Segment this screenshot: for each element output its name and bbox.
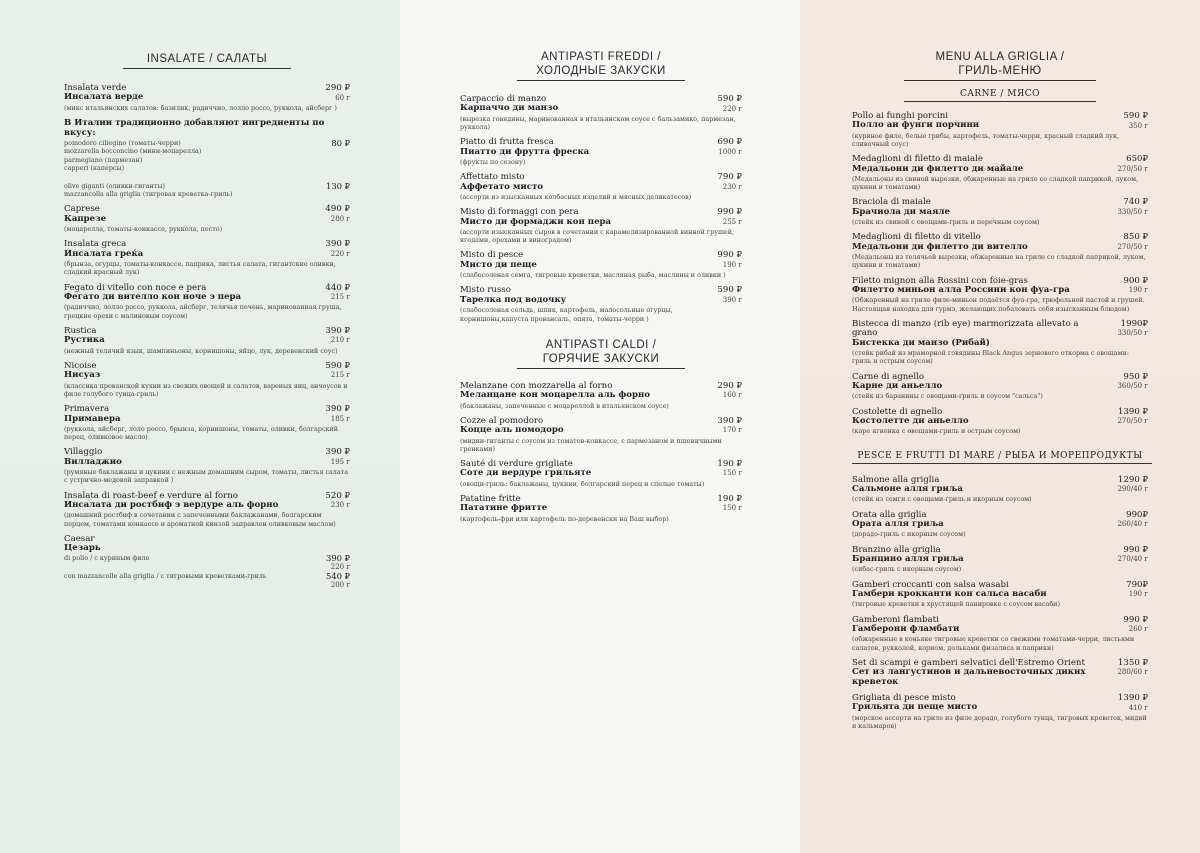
item-price: 990₽ — [1126, 509, 1148, 520]
item-price: 1990₽ — [1120, 318, 1148, 329]
item-price: 900 ₽ — [1123, 275, 1148, 286]
item-description: (стейк рибай из мраморной говядины Black Angus зернового откорма с овощами-гриль и острым соусом) — [852, 349, 1129, 366]
item-weight: 1000 г — [718, 147, 742, 156]
item-name-it: Misto di formaggi con pera — [460, 207, 579, 218]
item-description: (овощи-гриль: баклажаны, цукини, болгарский перец и спелые томаты) — [460, 479, 705, 488]
option-price: 540 ₽ — [326, 570, 350, 581]
item-description: (классика прованской кухни из свежих овощей и салатов, вареных яиц, анчоусов и филе голубого тунца-гриль) — [64, 381, 348, 398]
item-name-ru: Тарелка под водочку — [460, 294, 567, 305]
item-name-ru: Нисуаз — [64, 370, 101, 381]
item-description: (стейк из свиной с овощами-гриль и перечным соусом) — [852, 218, 1040, 227]
item-name-ru: Полло аи фунги порчини — [852, 120, 980, 131]
item-description: (стейк из баранины с овощами-гриль и соусом "сальса") — [852, 392, 1043, 401]
item-description: (фрукты по сезону) — [460, 158, 526, 167]
grill-title-1: MENU ALLA GRIGLIA / — [935, 51, 1065, 63]
item-name-it: Branzino alla griglia — [852, 544, 941, 555]
item-weight: 330/50 г — [1117, 207, 1148, 216]
grill-title-2: ГРИЛЬ-МЕНЮ — [958, 65, 1042, 77]
item-description: (стейк из семги с овощами-гриль и икорным соусом) — [852, 495, 1032, 504]
item-name-ru: Брачиола ди маяле — [852, 206, 950, 217]
item-name-ru: Филетто миньон алла Россини кон фуа-гра — [852, 285, 1070, 296]
item-name-ru: Соте ди вердуре грильяте — [460, 468, 592, 479]
item-weight: 280 г — [330, 214, 350, 223]
item-weight: 230 г — [722, 182, 742, 191]
antipasti-freddi-title-2: ХОЛОДНЫЕ ЗАКУСКИ — [536, 65, 666, 77]
item-name-ru: Инсалата ди ростбиф э вердуре аль форно — [64, 499, 279, 510]
item-name-it: Gamberi croccanti con salsa wasabi — [852, 579, 1009, 590]
item-name-it: Orata alla griglia — [852, 509, 927, 520]
item-name-ru: Гамбери крокканти кон сальса васаби — [852, 589, 1047, 599]
item-weight: 280/60 г — [1117, 668, 1148, 677]
item-weight: 270/50 г — [1117, 164, 1148, 173]
antipasti-column — [400, 0, 800, 853]
item-name-it: Pollo ai funghi porcini — [852, 111, 949, 121]
menu-item — [460, 286, 742, 322]
menu-item — [852, 546, 1148, 574]
item-price: 590 ₽ — [1123, 111, 1148, 121]
item-name-it: Primavera — [64, 404, 110, 415]
item-weight: 210 г — [330, 336, 350, 345]
item-weight: 215 г — [330, 293, 350, 302]
item-weight: 255 г — [722, 217, 742, 226]
item-price: 1350 ₽ — [1117, 657, 1148, 668]
item-name-ru: Мисто ди пеще — [460, 259, 537, 270]
salads-column — [0, 0, 400, 853]
item-weight: 190 г — [1128, 286, 1148, 295]
item-description: (Медальоны из свиной вырезки, обжаренные на гриле со сладкой паприкой, луком, цукини и томатами) — [852, 175, 1139, 192]
menu-item — [64, 84, 350, 112]
item-price: 390 ₽ — [325, 325, 350, 336]
item-name-ru: Инсалата верде — [64, 92, 144, 103]
add-ons-group-2-price: 130 ₽ — [326, 181, 350, 192]
menu-item — [852, 233, 1148, 269]
item-weight: 150 г — [722, 469, 742, 478]
item-description: (мидии-гиганты с соусом из томатов-конкассе, с пармезаном и пшеничными гренками) — [460, 436, 722, 453]
menu-item — [64, 448, 350, 484]
item-price: 850 ₽ — [1123, 232, 1148, 243]
item-price: 190 ₽ — [717, 458, 742, 469]
item-name-it: Caprese — [64, 204, 100, 215]
item-name-ru: Пиатто ди фрутта фреска — [460, 146, 590, 157]
item-price: 490 ₽ — [325, 204, 350, 215]
item-name-ru: Рустика — [64, 335, 105, 346]
item-description: (вырезка говядины, маринованная в итальянском соусе с бальзамико, пармезан, руккола) — [460, 114, 736, 132]
item-weight: 270/50 г — [1117, 242, 1148, 251]
item-name-ru: Цезарь — [64, 543, 101, 554]
item-weight: 360/50 г — [1117, 382, 1148, 391]
item-description: (моцарелла, томаты-конкассе, руккола, песто) — [64, 225, 223, 234]
item-name-ru: Пататине фритте — [460, 503, 548, 514]
item-description: (дорадо-гриль с икорным соусом) — [852, 530, 966, 539]
menu-item — [852, 320, 1148, 366]
item-weight: 60 г — [335, 93, 350, 102]
item-name-ru: Сет из лангустинов и дальневосточных диких креветок — [852, 667, 1086, 687]
item-name-it: Salmone alla griglia — [852, 474, 940, 485]
caesar-item — [64, 535, 350, 590]
item-name-it: Melanzane con mozzarella al forno — [460, 380, 613, 391]
option-label: di pollo / с куриным филе — [64, 553, 150, 562]
item-name-it: Sauté di verdure grigliate — [460, 458, 573, 469]
menu-item — [852, 277, 1148, 313]
item-price: 190 ₽ — [717, 493, 742, 504]
item-weight: 190 г — [1128, 590, 1148, 599]
item-weight: 260/40 г — [1117, 520, 1148, 529]
item-name-ru: Инсалата греќа — [64, 248, 144, 259]
item-description: (руккола, айсберг, лоло россо, брынза, корнишоны, томаты, оливки, болгарский перец, оливковое масло) — [64, 424, 339, 442]
menu-item — [852, 616, 1148, 652]
antipasti-caldi-title-1: ANTIPASTI CALDI / — [545, 338, 657, 351]
item-price: 290 ₽ — [325, 83, 350, 93]
item-weight: 195 г — [330, 457, 350, 466]
item-weight: 230 г — [330, 501, 350, 510]
item-description: (каре ягненка с овощами-гриль и острым соусом) — [852, 427, 1021, 436]
add-ons-heading: В Италии традиционно добавляют ингредиенты по вкусу: — [64, 118, 325, 138]
item-name-it: Insalata verde — [64, 83, 127, 93]
antipasti-caldi-title-2: ГОРЯЧИЕ ЗАКУСКИ — [542, 352, 660, 365]
item-description: (ассорти из изысканных колбасных изделий и мясных деликатесов) — [460, 193, 692, 202]
item-weight: 330/50 г — [1117, 329, 1148, 338]
item-name-ru: Коццe аль помодоро — [460, 425, 564, 436]
item-description: (румяные баклажаны и цукини с нежным домашним сыром, томаты, листья салата с устрично-медовой заправкой ) — [64, 468, 349, 485]
menu-item — [460, 495, 742, 523]
item-name-it: Medaglioni di filetto di vitello — [852, 232, 981, 243]
add-on-item: pomodoro ciliegino (томаты-черри) — [64, 139, 181, 148]
item-name-ru: Грильята ди пеще мисто — [852, 702, 978, 713]
item-name-it: Nicoise — [64, 360, 97, 371]
item-name-it: Set di scampi e gamberi selvatici dell'Estremo Orient — [852, 657, 1085, 668]
item-name-ru: Бистекка ди манзо (Рибай) — [852, 337, 990, 348]
menu-item — [852, 694, 1148, 730]
caesar-option-chicken — [64, 554, 350, 572]
item-name-ru: Мисто ди формаджи кон пера — [460, 216, 612, 227]
item-price: 990 ₽ — [1123, 614, 1148, 625]
item-name-ru: Меланцане кон моцарелла аль форно — [460, 390, 651, 401]
item-price: 1290 ₽ — [1117, 474, 1148, 485]
item-description: (картофель-фри или картофель по-деревенски на Ваш выбор) — [460, 514, 669, 523]
item-price: 790₽ — [1126, 579, 1148, 590]
item-description: (брынза, огурцы, томаты-конкассе, паприка, листья салата, гигантские оливки, сладкий красный лук) — [64, 260, 336, 277]
add-on-item: mozzarella bocconcino (мини-моцарелла) — [64, 147, 202, 156]
item-weight: 185 г — [330, 414, 350, 423]
menu-item — [852, 511, 1148, 539]
item-description: (Медальоны из телячьей вырезки, обжаренные на гриле со сладкой паприкой, луком, цукини и томатами) — [852, 253, 1146, 270]
item-price: 990 ₽ — [717, 250, 742, 261]
item-name-ru: Сальмоне алля гриља — [852, 483, 963, 494]
item-weight: 410 г — [1128, 703, 1148, 712]
item-name-it: Misto di pesce — [460, 250, 524, 261]
item-description: (домашний ростбиф в сочетании с запеченными баклажанами, болгарским перцем, томатами конкассе и ароматной кинзой заправлен оливковым маслом) — [64, 511, 336, 528]
item-weight: 260 г — [1128, 625, 1148, 634]
menu-item — [460, 173, 742, 201]
item-name-ru: Ората алля гриља — [852, 518, 944, 529]
add-on-item: olive giganti (оливки-гиганты) — [64, 182, 165, 191]
item-description: (слабосоленая семга, тигровые креветки, масляная рыба, маслины и оливки ) — [460, 271, 726, 280]
menu-item — [852, 198, 1148, 226]
item-name-ru: Бранцино алля гриља — [852, 553, 964, 564]
menu-item — [852, 155, 1148, 191]
item-price: 690 ₽ — [717, 137, 742, 148]
menu-item — [852, 659, 1148, 687]
item-name-it: Patatine fritte — [460, 493, 521, 504]
item-name-it: Fegato di vitello con noce e pera — [64, 282, 207, 293]
item-name-it: Affettato misto — [460, 172, 525, 183]
item-weight: 390 г — [722, 295, 742, 304]
menu-item — [852, 373, 1148, 401]
item-name-it: Piatto di frutta fresca — [460, 137, 554, 148]
menu-item — [852, 476, 1148, 504]
item-weight: 220 г — [722, 104, 742, 113]
menu-item — [64, 405, 350, 441]
item-description: (обжаренные в коньяке тигровые креветки со свежими томатами-черри, листьями салатов, рукколой, кориом, дольками физалиса и паприки) — [852, 635, 1135, 652]
option-price: 390 ₽ — [326, 552, 350, 563]
item-price: 390 ₽ — [325, 239, 350, 250]
item-price: 1390 ₽ — [1117, 406, 1148, 417]
item-price: 950 ₽ — [1123, 371, 1148, 382]
item-name-it: Costolette di agnello — [852, 406, 943, 417]
item-price: 1390 ₽ — [1117, 693, 1148, 704]
menu-item — [460, 382, 742, 410]
item-name-ru: Аффетато мисто — [460, 181, 544, 192]
grill-column — [800, 0, 1200, 853]
item-description: (нежный телячий язык, шампиньоны, корнишоны, яйцо, лук, деревенский соус) — [64, 346, 338, 355]
item-name-it: Filetto mignon alla Rossini con foie-gras — [852, 275, 1028, 286]
item-price: 590 ₽ — [717, 94, 742, 104]
menu-item — [64, 492, 350, 528]
add-on-item: mazzancolla alla griglia (тигровая креветка-гриль) — [64, 190, 233, 199]
add-ons-group-1 — [64, 139, 350, 172]
menu-item — [460, 251, 742, 279]
menu-item — [64, 240, 350, 276]
menu-item — [852, 112, 1148, 148]
item-price: 390 ₽ — [325, 404, 350, 415]
item-name-it: Carpaccio di manzo — [460, 94, 547, 104]
item-name-it: Cozze al pomodoro — [460, 415, 544, 426]
menu-item — [64, 362, 350, 398]
item-price: 650₽ — [1126, 154, 1148, 165]
menu-item — [460, 417, 742, 453]
item-weight: 160 г — [722, 391, 742, 400]
item-description: (тигровые креветки в хрустящей панировке с соусом васаби) — [852, 600, 1060, 609]
item-price: 290 ₽ — [717, 380, 742, 391]
item-name-it: Grigliata di pesce misto — [852, 693, 956, 704]
item-description: (куриное филе, белые грибы, картофель, томаты-черри, красный сладкий лук, сливочный соус) — [852, 131, 1119, 149]
item-price: 740 ₽ — [1123, 197, 1148, 208]
item-price: 590 ₽ — [717, 285, 742, 296]
item-description: (баклажаны, запеченные с моцареллой в итальянском соусе) — [460, 401, 669, 410]
item-name-ru: Капрезе — [64, 213, 107, 224]
item-name-ru: Гамберони фламбати — [852, 624, 960, 635]
item-name-it: Gamberoni flambati — [852, 614, 939, 625]
item-price: 390 ₽ — [325, 447, 350, 458]
item-name-ru: Фегато ди вителло кон ноче э пера — [64, 292, 242, 303]
item-name-ru: Вилладжио — [64, 456, 122, 467]
item-description: (сибас-гриль с икорным соусом) — [852, 565, 962, 574]
item-description: (ассорти изысканных сыров в сочетании с карамелизированной винной грушей, ягодами, орехами и виноградом) — [460, 228, 734, 245]
item-price: 590 ₽ — [325, 360, 350, 371]
carne-subtitle: CARNE / МЯСО — [959, 89, 1041, 99]
menu-item — [64, 284, 350, 320]
menu-item — [852, 408, 1148, 436]
item-description: (радиччио, лолло россо, руккола, айсберг, телячья печень, маринованная груша, грецкие орехи с малиновым соусом) — [64, 303, 342, 320]
item-weight: 190 г — [722, 260, 742, 269]
item-name-it: Insalata greca — [64, 239, 127, 250]
item-name-it: Villaggio — [64, 447, 103, 458]
item-price: 790 ₽ — [717, 172, 742, 183]
item-weight: 215 г — [330, 371, 350, 380]
add-ons-group-1-price: 80 ₽ — [331, 138, 350, 149]
salads-title: INSALATE / САЛАТЫ — [146, 53, 268, 65]
add-ons-group-2 — [64, 182, 350, 198]
menu-item — [460, 208, 742, 244]
add-on-item: parmegiano (пармезан) — [64, 155, 143, 164]
option-label: con mazzancolle alla griglia / с тигровыми креветками-гриль — [64, 571, 267, 580]
item-weight: 220 г — [330, 249, 350, 258]
item-price: 390 ₽ — [717, 415, 742, 426]
item-weight: 290/40 г — [1117, 485, 1148, 494]
item-name-ru: Примавера — [64, 413, 121, 424]
item-description: (морское ассорти на гриле из филе дорадо, голубого тунца, тигровых креветок, мидий и кальмаров) — [852, 713, 1147, 731]
item-price: 440 ₽ — [325, 282, 350, 293]
menu-item — [64, 205, 350, 233]
item-price: 990 ₽ — [717, 207, 742, 218]
item-weight: 150 г — [722, 504, 742, 513]
item-weight: 350 г — [1128, 121, 1148, 130]
item-weight: 270/50 г — [1117, 417, 1148, 426]
item-description: (слабосоленая сельдь, шпик, картофель, малосольные огурцы, корнишоны,капуста провансаль, опята, томаты-черри ) — [460, 306, 673, 323]
menu-item — [460, 95, 742, 131]
item-name-it: Misto russo — [460, 285, 511, 296]
item-name-ru: Костолетте ди аньелло — [852, 415, 969, 426]
item-weight: 170 г — [722, 426, 742, 435]
menu-item — [460, 138, 742, 166]
item-name-it: Caesar — [64, 533, 95, 544]
item-price: 990 ₽ — [1123, 544, 1148, 555]
item-name-it: Medaglioni di filetto di maiale — [852, 154, 984, 165]
item-name-it: Rustica — [64, 325, 97, 336]
item-description: (микс итальянских салатов: базилик, радиччио, лолло россо, руккола, айсберг ) — [64, 103, 337, 112]
item-name-it: Insalata di roast-beef e verdure al forno — [64, 490, 238, 501]
caesar-option-shrimp — [64, 572, 350, 590]
item-name-it: Carne di agnello — [852, 371, 925, 382]
item-price: 520 ₽ — [325, 490, 350, 501]
item-name-ru: Медальони ди филетто ди вителло — [852, 241, 1028, 252]
menu-item — [460, 460, 742, 488]
item-name-it: Braciola di maiale — [852, 197, 931, 208]
item-name-it: Bistecca di manzo (rib eye) marmorizzata allevato a grano — [852, 318, 1079, 339]
item-weight: 270/40 г — [1117, 555, 1148, 564]
option-weight: 220 г — [330, 562, 350, 571]
item-name-ru: Карне ди аньелло — [852, 380, 943, 391]
add-ons-block — [64, 119, 350, 198]
option-weight: 200 г — [330, 580, 350, 589]
add-on-item: capperi (каперсы) — [64, 163, 125, 172]
menu-item — [64, 327, 350, 355]
item-name-ru: Карпаччо ди манзо — [460, 103, 559, 114]
menu-item — [852, 581, 1148, 609]
antipasti-freddi-title-1: ANTIPASTI FREDDI / — [541, 51, 661, 63]
item-name-ru: Медальони ди филетто ди майале — [852, 163, 1024, 174]
item-description: (Обжаренный на гриле филе-миньон подаётся фуа-гра, трюфельной пастой и грушей. Настоящая находка для гурмэ, желающих побаловать себя изысканным блюдом) — [852, 296, 1145, 313]
pesce-subtitle: PESCE E FRUTTI DI MARE / РЫБА И МОРЕПРОДУКТЫ — [857, 450, 1143, 461]
